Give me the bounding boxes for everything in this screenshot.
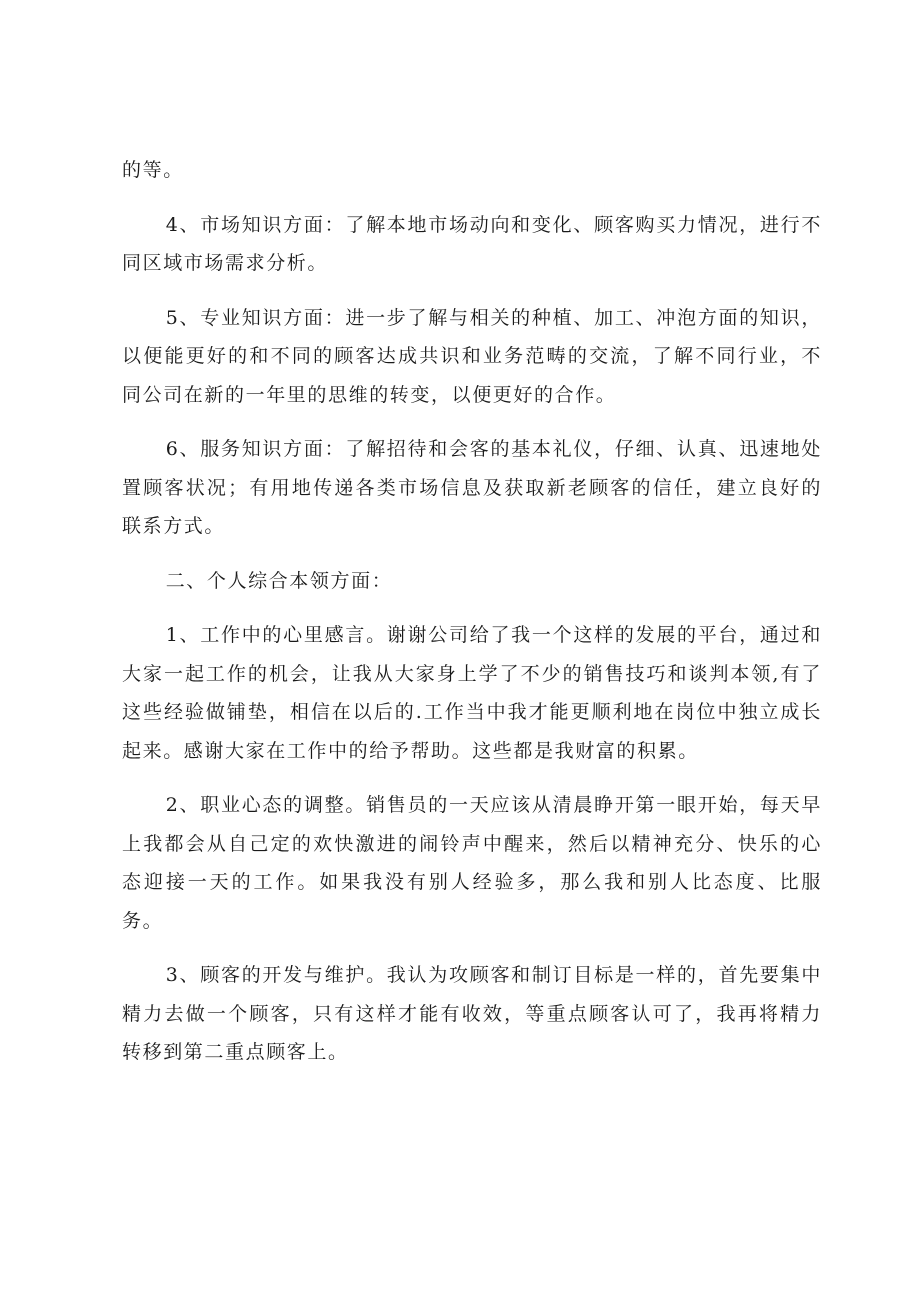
paragraph-market-knowledge: 4、市场知识方面：了解本地市场动向和变化、顾客购买力情况，进行不同区域市场需求分析。 bbox=[122, 213, 822, 274]
paragraph-professional-knowledge: 5、专业知识方面：进一步了解与相关的种植、加工、冲泡方面的知识，以便能更好的和不同的顾客达成共识和业务范畴的交流，了解不同行业，不同公司在新的一年里的思维的转变，以便更好的合作。 bbox=[122, 306, 822, 406]
paragraph-customer-development: 3、顾客的开发与维护。我认为攻顾客和制订目标是一样的，首先要集中精力去做一个顾客，只有这样才能有收效，等重点顾客认可了，我再将精力转移到第二重点顾客上。 bbox=[122, 964, 822, 1063]
paragraph-continuation: 的等。 bbox=[122, 159, 184, 181]
paragraph-mindset-adjustment: 2、职业心态的调整。销售员的一天应该从清晨睁开第一眼开始，每天早上我都会从自己定的欢快激进的闹铃声中醒来，然后以精神充分、快乐的心态迎接一天的工作。如果我没有别人经验多，那么我和别人比态度、比服务。 bbox=[122, 794, 822, 932]
section-heading-personal-ability: 二、个人综合本领方面： bbox=[165, 569, 393, 592]
paragraph-work-reflection: 1、工作中的心里感言。谢谢公司给了我一个这样的发展的平台，通过和大家一起工作的机会，让我从大家身上学了不少的销售技巧和谈判本领,有了这些经验做铺垫，相信在以后的.工作当中我才能更顺利地在岗位中独立成长起来。感谢大家在工作中的给予帮助。这些都是我财富的积累。 bbox=[122, 624, 822, 762]
paragraph-service-knowledge: 6、服务知识方面：了解招待和会客的基本礼仪，仔细、认真、迅速地处置顾客状况；有用地传递各类市场信息及获取新老顾客的信任，建立良好的联系方式。 bbox=[122, 438, 822, 537]
document-body bbox=[122, 151, 822, 1088]
